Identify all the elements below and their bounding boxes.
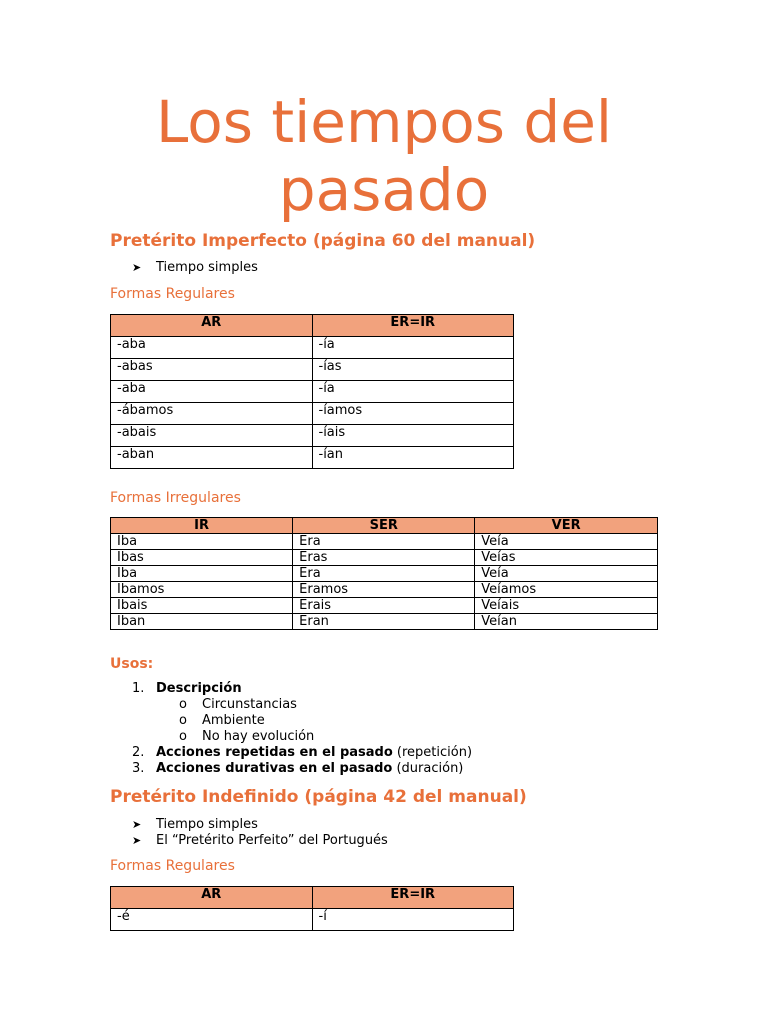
title-line-1: Los tiempos del bbox=[155, 88, 613, 156]
title-line-2: pasado bbox=[278, 156, 490, 224]
table-cell: -íamos bbox=[312, 403, 514, 425]
heading-indefinido: Pretérito Indefinido (página 42 del manual) bbox=[110, 787, 527, 807]
table-imperfecto-regulares bbox=[110, 314, 514, 469]
bullets-indefinido bbox=[132, 817, 388, 849]
label-formas-irregulares: Formas Irregulares bbox=[110, 490, 241, 506]
table-cell: Era bbox=[293, 566, 475, 582]
table-cell: Ibamos bbox=[111, 582, 293, 598]
table-cell: -abas bbox=[111, 359, 313, 381]
arrow-bullet-icon: ➤ bbox=[132, 261, 142, 274]
table-cell: Eramos bbox=[293, 582, 475, 598]
table-cell: Veía bbox=[475, 566, 658, 582]
table-indefinido-regulares bbox=[110, 886, 514, 931]
table-cell: -í bbox=[312, 909, 514, 931]
column-header: AR bbox=[111, 887, 313, 909]
table-cell: -ían bbox=[312, 447, 514, 469]
list-item: 2. Acciones repetidas en el pasado (repetición) bbox=[132, 745, 473, 760]
table-cell: Veía bbox=[475, 534, 658, 550]
list-item: ➤ Tiempo simples bbox=[132, 260, 258, 275]
table-cell: Ibas bbox=[111, 550, 293, 566]
table-row bbox=[111, 614, 658, 630]
table-cell: -ía bbox=[312, 381, 514, 403]
table-cell: Veíais bbox=[475, 598, 658, 614]
table-row bbox=[111, 359, 514, 381]
table-cell: Eran bbox=[293, 614, 475, 630]
table-row bbox=[111, 425, 514, 447]
column-header: IR bbox=[111, 518, 293, 534]
list-item: ➤ Tiempo simples bbox=[132, 817, 258, 832]
column-header: SER bbox=[293, 518, 475, 534]
usos-list bbox=[132, 681, 472, 777]
table-cell: -ías bbox=[312, 359, 514, 381]
circle-bullet-icon: o bbox=[179, 713, 187, 728]
arrow-bullet-icon: ➤ bbox=[132, 818, 142, 831]
label-formas-regulares: Formas Regulares bbox=[110, 286, 235, 302]
table-row bbox=[111, 566, 658, 582]
column-header: ER=IR bbox=[312, 887, 514, 909]
list-number: 1. bbox=[132, 681, 145, 696]
table-row bbox=[111, 582, 658, 598]
table-cell: Era bbox=[293, 534, 475, 550]
table-row bbox=[111, 381, 514, 403]
table-cell: -é bbox=[111, 909, 313, 931]
table-header-row bbox=[111, 887, 514, 909]
table-row bbox=[111, 447, 514, 469]
sub-list-item: o No hay evolución bbox=[179, 729, 315, 744]
table-row bbox=[111, 598, 658, 614]
table-cell: -aban bbox=[111, 447, 313, 469]
table-cell: Veías bbox=[475, 550, 658, 566]
column-header: ER=IR bbox=[312, 315, 514, 337]
table-row bbox=[111, 909, 514, 931]
label-formas-regulares-indefinido: Formas Regulares bbox=[110, 858, 235, 874]
table-cell: -aba bbox=[111, 381, 313, 403]
table-cell: Eras bbox=[293, 550, 475, 566]
arrow-bullet-icon: ➤ bbox=[132, 834, 142, 847]
list-item: ➤ El “Pretérito Perfeito” del Portugués bbox=[132, 833, 388, 848]
table-cell: Iban bbox=[111, 614, 293, 630]
table-cell: -ía bbox=[312, 337, 514, 359]
sub-list-item: o Ambiente bbox=[179, 713, 265, 728]
list-number: 3. bbox=[132, 761, 145, 776]
column-header: VER bbox=[475, 518, 658, 534]
table-header-row bbox=[111, 315, 514, 337]
table-cell: Ibais bbox=[111, 598, 293, 614]
column-header: AR bbox=[111, 315, 313, 337]
table-cell: Erais bbox=[293, 598, 475, 614]
table-cell: Iba bbox=[111, 534, 293, 550]
table-row bbox=[111, 534, 658, 550]
table-cell: -ábamos bbox=[111, 403, 313, 425]
table-cell: Veíamos bbox=[475, 582, 658, 598]
table-row bbox=[111, 403, 514, 425]
table-cell: -íais bbox=[312, 425, 514, 447]
bullets-imperfecto bbox=[132, 260, 258, 276]
table-row bbox=[111, 550, 658, 566]
table-cell: -abais bbox=[111, 425, 313, 447]
list-number: 2. bbox=[132, 745, 145, 760]
label-usos: Usos: bbox=[110, 656, 154, 672]
sub-list-item: o Circunstancias bbox=[179, 697, 297, 712]
table-imperfecto-irregulares bbox=[110, 517, 658, 630]
table-cell: -aba bbox=[111, 337, 313, 359]
table-cell: Iba bbox=[111, 566, 293, 582]
table-header-row bbox=[111, 518, 658, 534]
list-item: 1. Descripción bbox=[132, 681, 242, 696]
heading-imperfecto: Pretérito Imperfecto (página 60 del manual) bbox=[110, 231, 536, 251]
page-title bbox=[0, 88, 768, 224]
circle-bullet-icon: o bbox=[179, 729, 187, 744]
table-cell: Veían bbox=[475, 614, 658, 630]
list-item: 3. Acciones durativas en el pasado (duración) bbox=[132, 761, 464, 776]
table-row bbox=[111, 337, 514, 359]
circle-bullet-icon: o bbox=[179, 697, 187, 712]
